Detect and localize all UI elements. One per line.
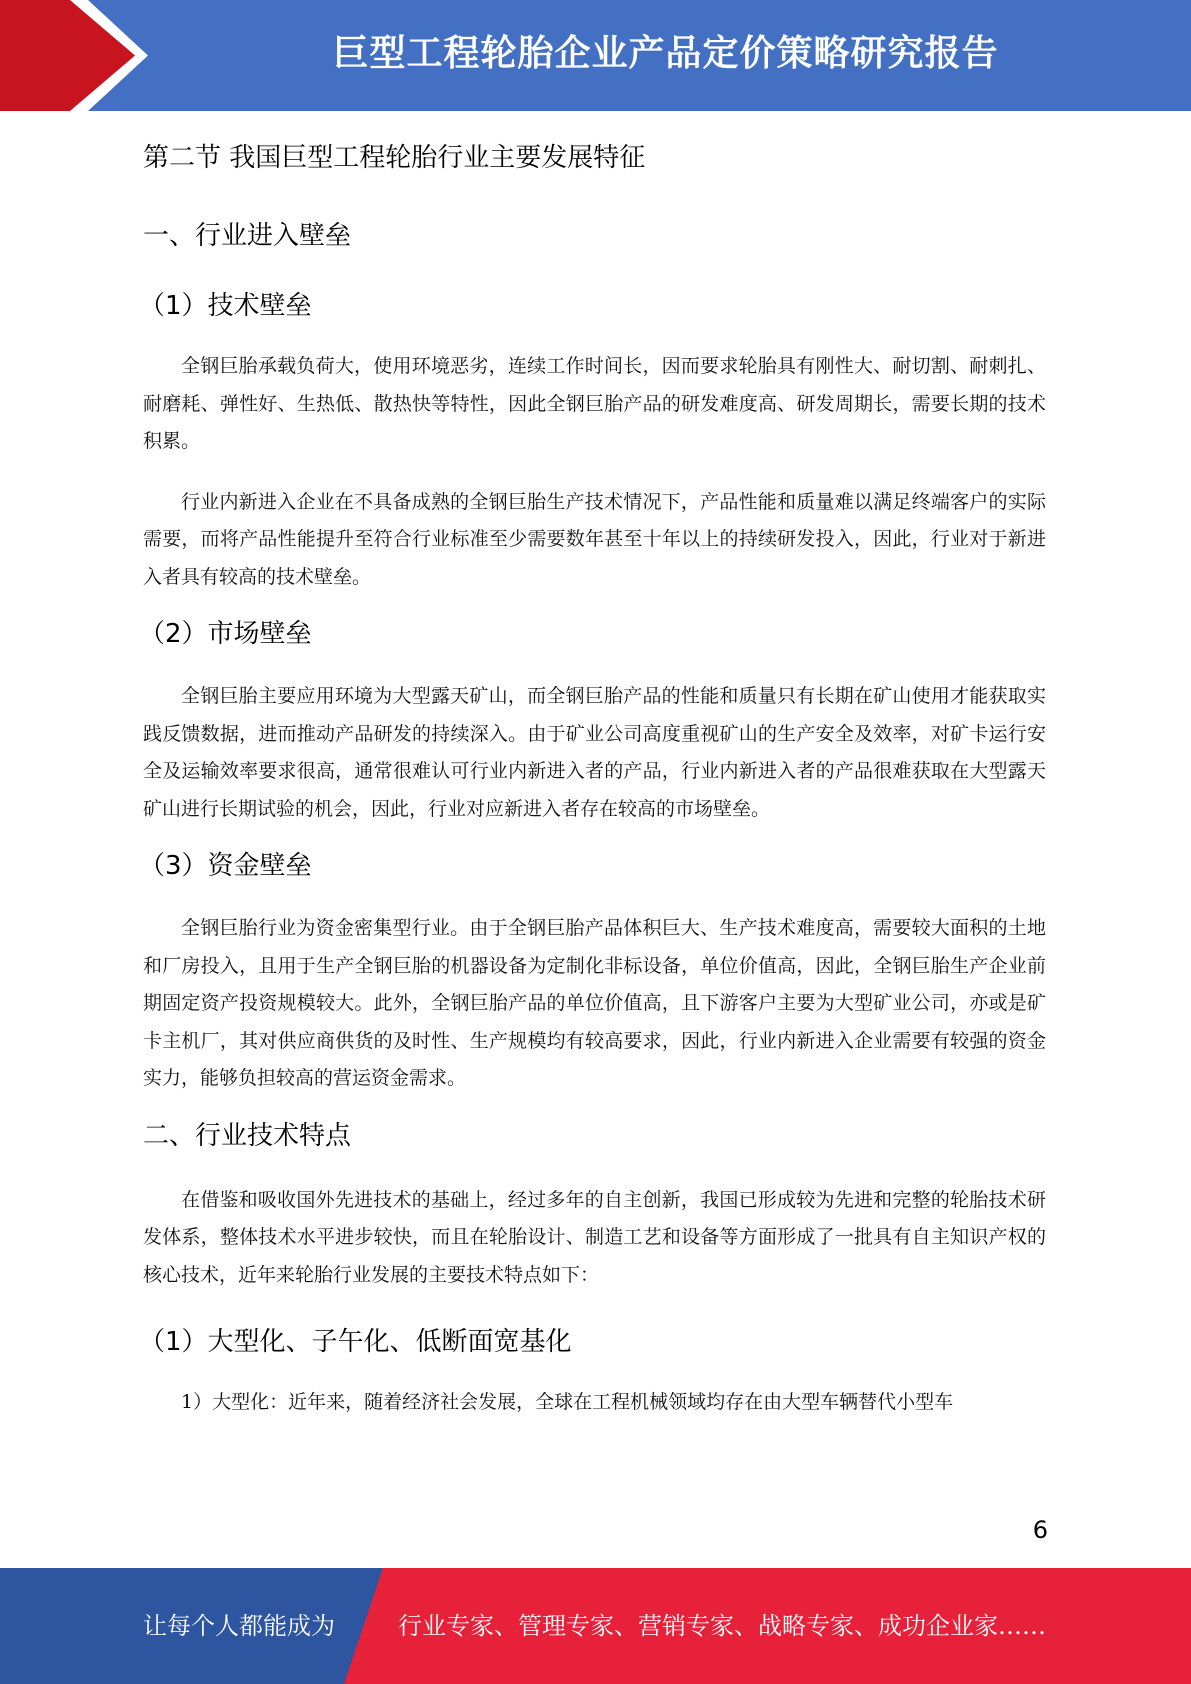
section-title: 第二节 我国巨型工程轮胎行业主要发展特征: [143, 143, 646, 173]
subheading-market-barrier: （2）市场壁垒: [139, 619, 312, 649]
document-header-title: 巨型工程轮胎企业产品定价策略研究报告: [332, 33, 999, 74]
heading-entry-barriers: 一、行业进入壁垒: [143, 221, 352, 251]
paragraph: 全钢巨胎主要应用环境为大型露天矿山，而全钢巨胎产品的性能和质量只有长期在矿山使用才能获取实践反馈数据，进而推动产品研发的持续深入。由于矿业公司高度重视矿山的生产安全及效率，对矿卡运行安全及运输效率要求很高，通常很难认可行业内新进入者的产品，行业内新进入者的产品很难获取在大型露天矿山进行长期试验的机会，因此，行业对应新进入者存在较高的市场壁垒。: [143, 685, 1046, 820]
subheading-capital-barrier: （3）资金壁垒: [139, 851, 312, 881]
footer-slogan-left: 让每个人都能成为: [143, 1612, 335, 1640]
paragraph: 全钢巨胎行业为资金密集型行业。由于全钢巨胎产品体积巨大、生产技术难度高，需要较大面积的土地和厂房投入，且用于生产全钢巨胎的机器设备为定制化非标设备，单位价值高，因此，全钢巨胎生产企业前期固定资产投资规模较大。此外，全钢巨胎产品的单位价值高，且下游客户主要为大型矿业公司，亦或是矿卡主机厂，其对供应商供货的及时性、生产规模均有较高要求，因此，行业内新进入企业需要有较强的资金实力，能够负担较高的营运资金需求。: [143, 917, 1046, 1089]
paragraph: 全钢巨胎承载负荷大，使用环境恶劣，连续工作时间长，因而要求轮胎具有刚性大、耐切割、耐刺扎、耐磨耗、弹性好、生热低、散热快等特性，因此全钢巨胎产品的研发难度高、研发周期长，需要长期的技术积累。: [143, 355, 1046, 452]
paragraph: 在借鉴和吸收国外先进技术的基础上，经过多年的自主创新，我国已形成较为先进和完整的轮胎技术研发体系，整体技术水平进步较快，而且在轮胎设计、制造工艺和设备等方面形成了一批具有自主知识产权的核心技术，近年来轮胎行业发展的主要技术特点如下：: [143, 1188, 1046, 1286]
subheading-technical-barrier: （1）技术壁垒: [139, 291, 312, 321]
paragraph: 行业内新进入企业在不具备成熟的全钢巨胎生产技术情况下，产品性能和质量难以满足终端客户的实际需要，而将产品性能提升至符合行业标准至少需要数年甚至十年以上的持续研发投入，因此，行业对于新进入者具有较高的技术壁垒。: [143, 490, 1046, 588]
page-number: 6: [1032, 1516, 1048, 1544]
heading-tech-features: 二、行业技术特点: [143, 1120, 352, 1151]
paragraph: 1）大型化：近年来，随着经济社会发展，全球在工程机械领域均存在由大型车辆替代小型车: [181, 1391, 954, 1413]
footer-slogan-right: 行业专家、管理专家、营销专家、战略专家、成功企业家……: [398, 1612, 1046, 1640]
header-banner: [0, 0, 1191, 111]
page-content: [139, 120, 1046, 1422]
footer-banner: [0, 1568, 1191, 1684]
subheading-large-radial: （1）大型化、子午化、低断面宽基化: [139, 1327, 572, 1357]
